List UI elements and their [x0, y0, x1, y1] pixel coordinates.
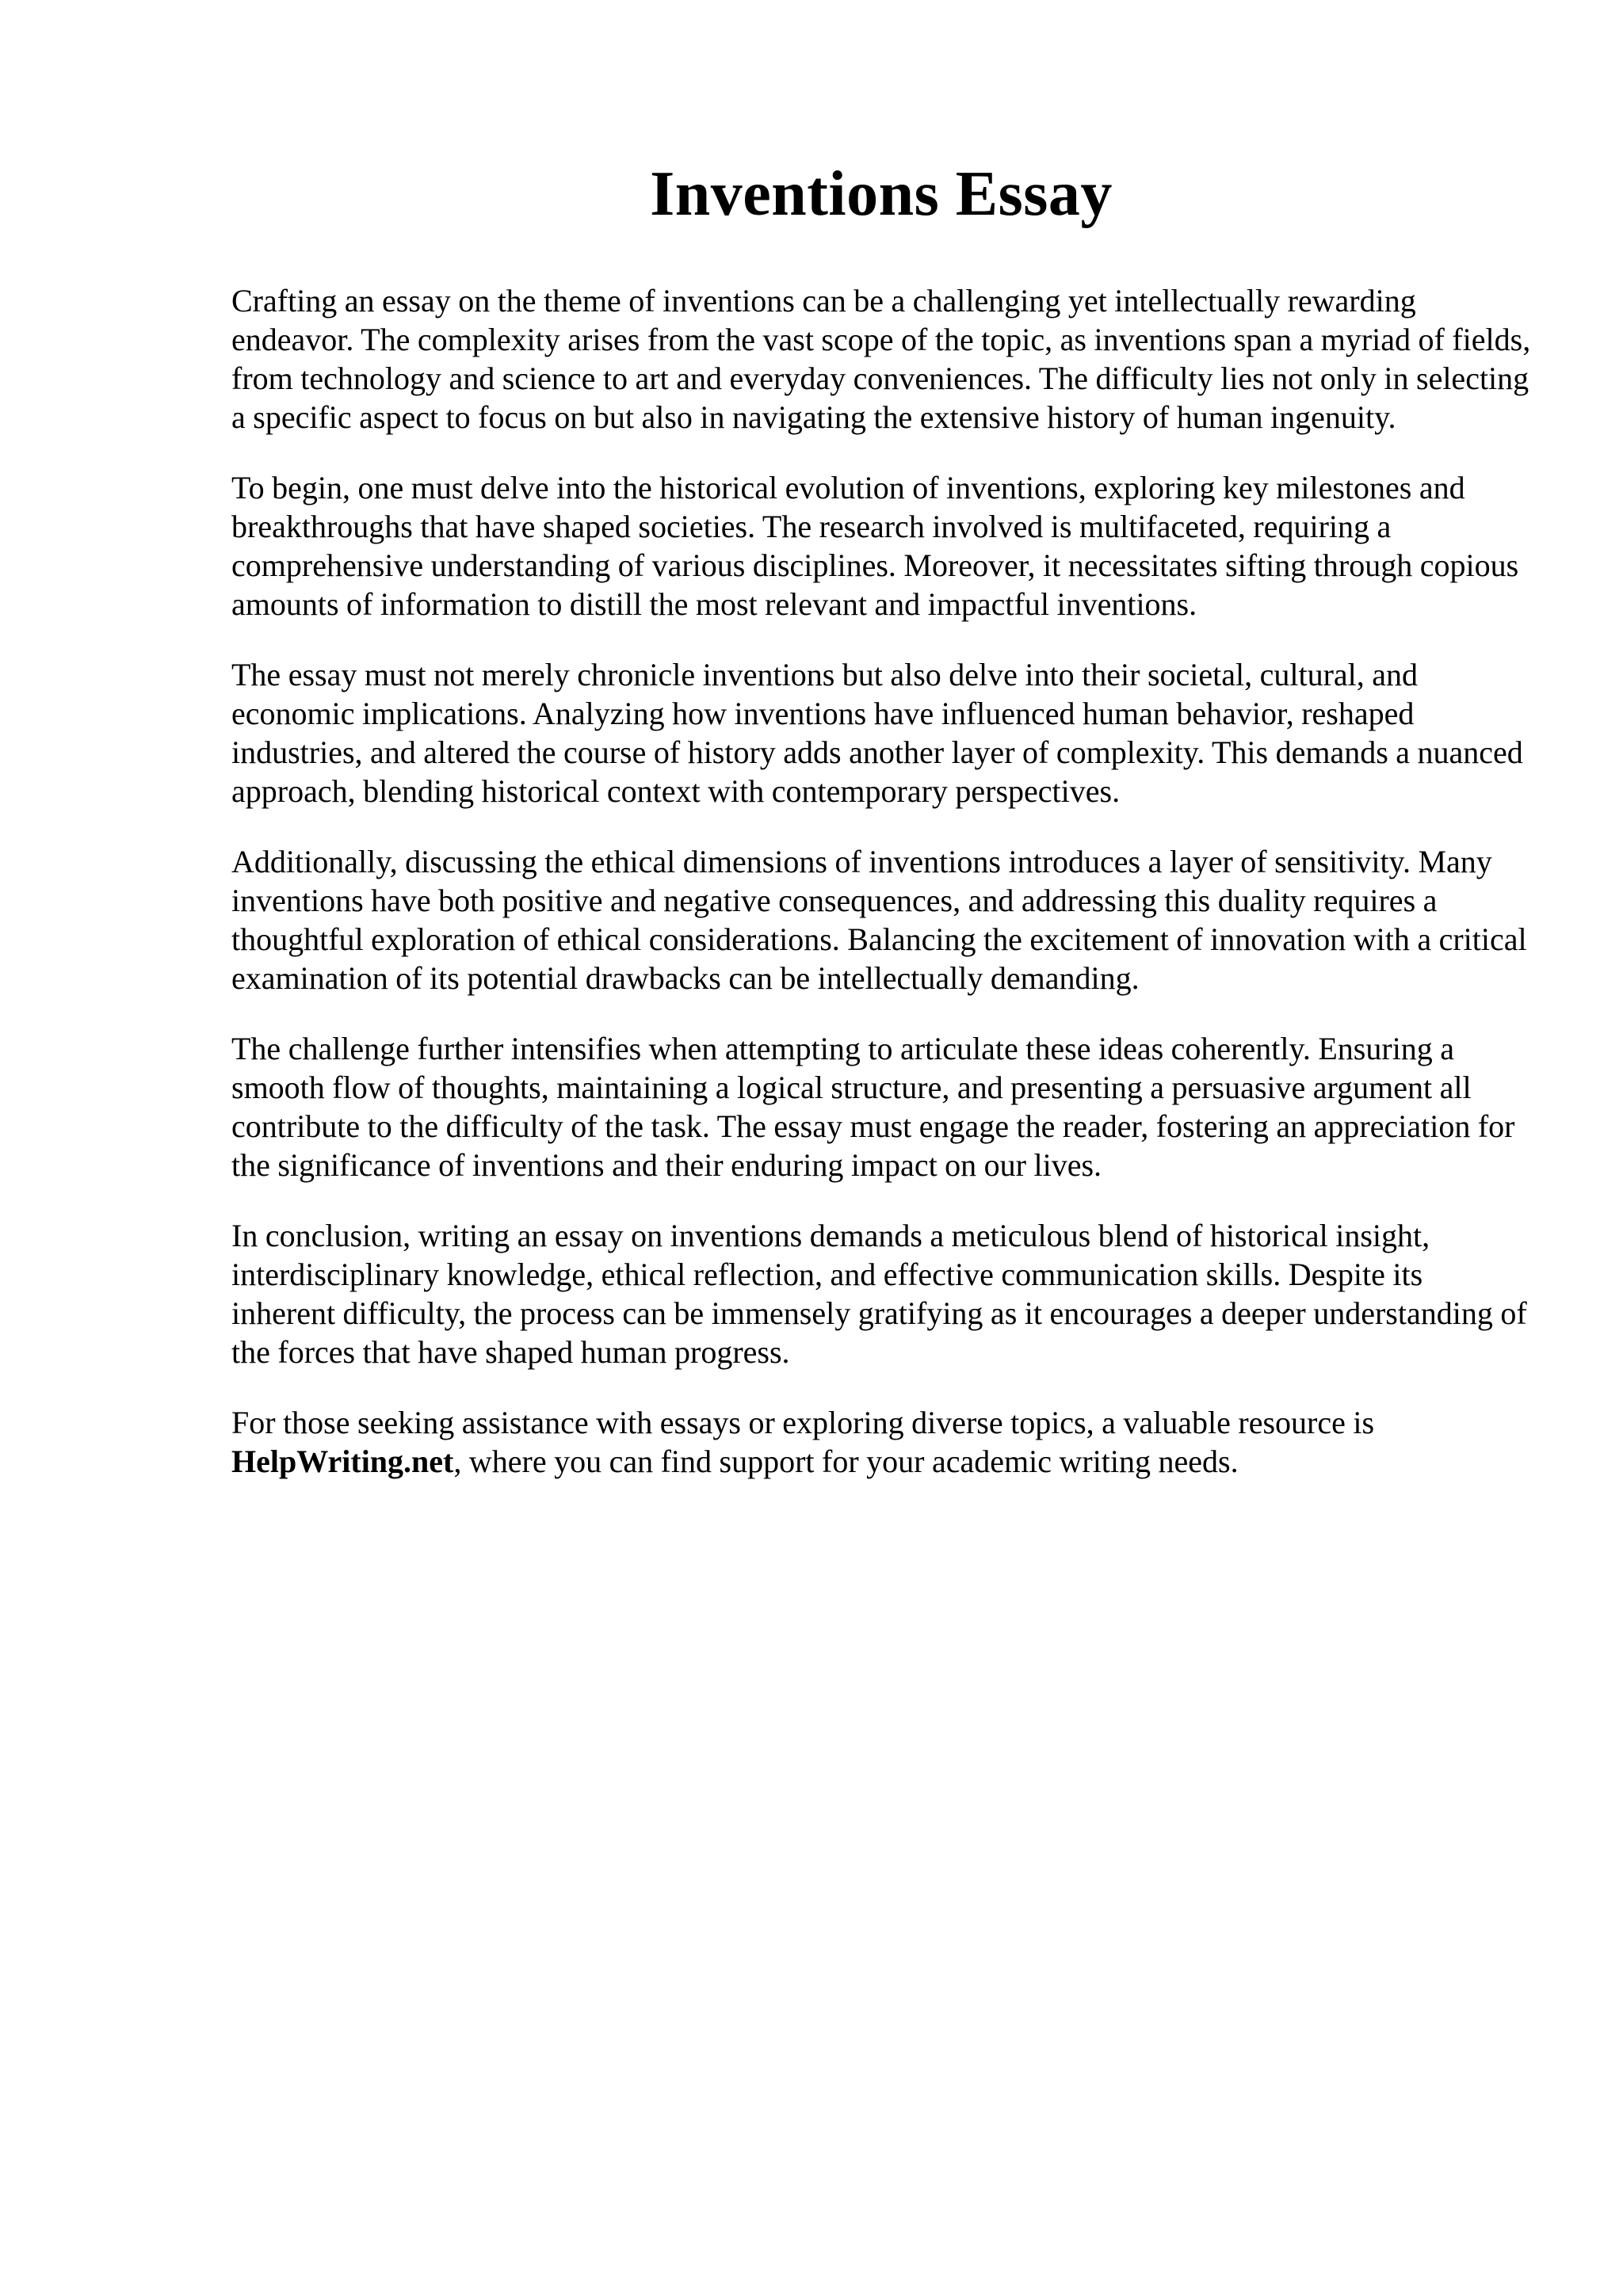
helpwriting-link[interactable]: HelpWriting.net: [231, 1444, 454, 1479]
paragraph: Crafting an essay on the theme of inventions can be a challenging yet intellectually rewarding endeavor. The complexity arises from the vast scope of the topic, as inventions span a myriad of fields, from technology and science to art and everyday conveniences. The difficulty lies not only in selecting a specific aspect to focus on but also in navigating the extensive history of human ingenuity.: [231, 283, 1531, 435]
paragraph: To begin, one must delve into the historical evolution of inventions, exploring key milestones and breakthroughs that have shaped societies. The research involved is multifaceted, requiring a comprehensive understanding of various disciplines. Moreover, it necessitates sifting through copious amounts of information to distill the most relevant and impactful inventions.: [231, 470, 1519, 622]
paragraph: Additionally, discussing the ethical dimensions of inventions introduces a layer of sensitivity. Many inventions have both positive and negative consequences, and addressing this duality requires a thoughtful exploration of ethical considerations. Balancing the excitement of innovation with a critical examination of its potential drawbacks can be intellectually demanding.: [231, 844, 1527, 996]
page-title: Inventions Essay: [650, 159, 1113, 229]
paragraph: In conclusion, writing an essay on inventions demands a meticulous blend of historical insight, interdisciplinary knowledge, ethical reflection, and effective communication skills. Despite its inherent difficulty, the process can be immensely gratifying as it encourages a deeper understanding of the forces that have shaped human progress.: [231, 1218, 1527, 1370]
closing-lead-text: For those seeking assistance with essays or exploring diverse topics, a valuable resource is: [231, 1405, 1375, 1440]
paragraph: The essay must not merely chronicle inventions but also delve into their societal, cultural, and economic implications. Analyzing how inventions have influenced human behavior, reshaped industries, and altered the course of history adds another layer of complexity. This demands a nuanced approach, blending historical context with contemporary perspectives.: [231, 657, 1523, 809]
closing-tail-text: , where you can find support for your academic writing needs.: [453, 1444, 1239, 1479]
paragraph: The challenge further intensifies when attempting to articulate these ideas coherently. Ensuring a smooth flow of thoughts, maintaining a logical structure, and presenting a persuasive argument all contribute to the difficulty of the task. The essay must engage the reader, fostering an appreciation for the significance of inventions and their enduring impact on our lives.: [231, 1031, 1515, 1183]
closing-paragraph: [231, 1403, 1531, 1481]
document-body: [231, 151, 1531, 1512]
